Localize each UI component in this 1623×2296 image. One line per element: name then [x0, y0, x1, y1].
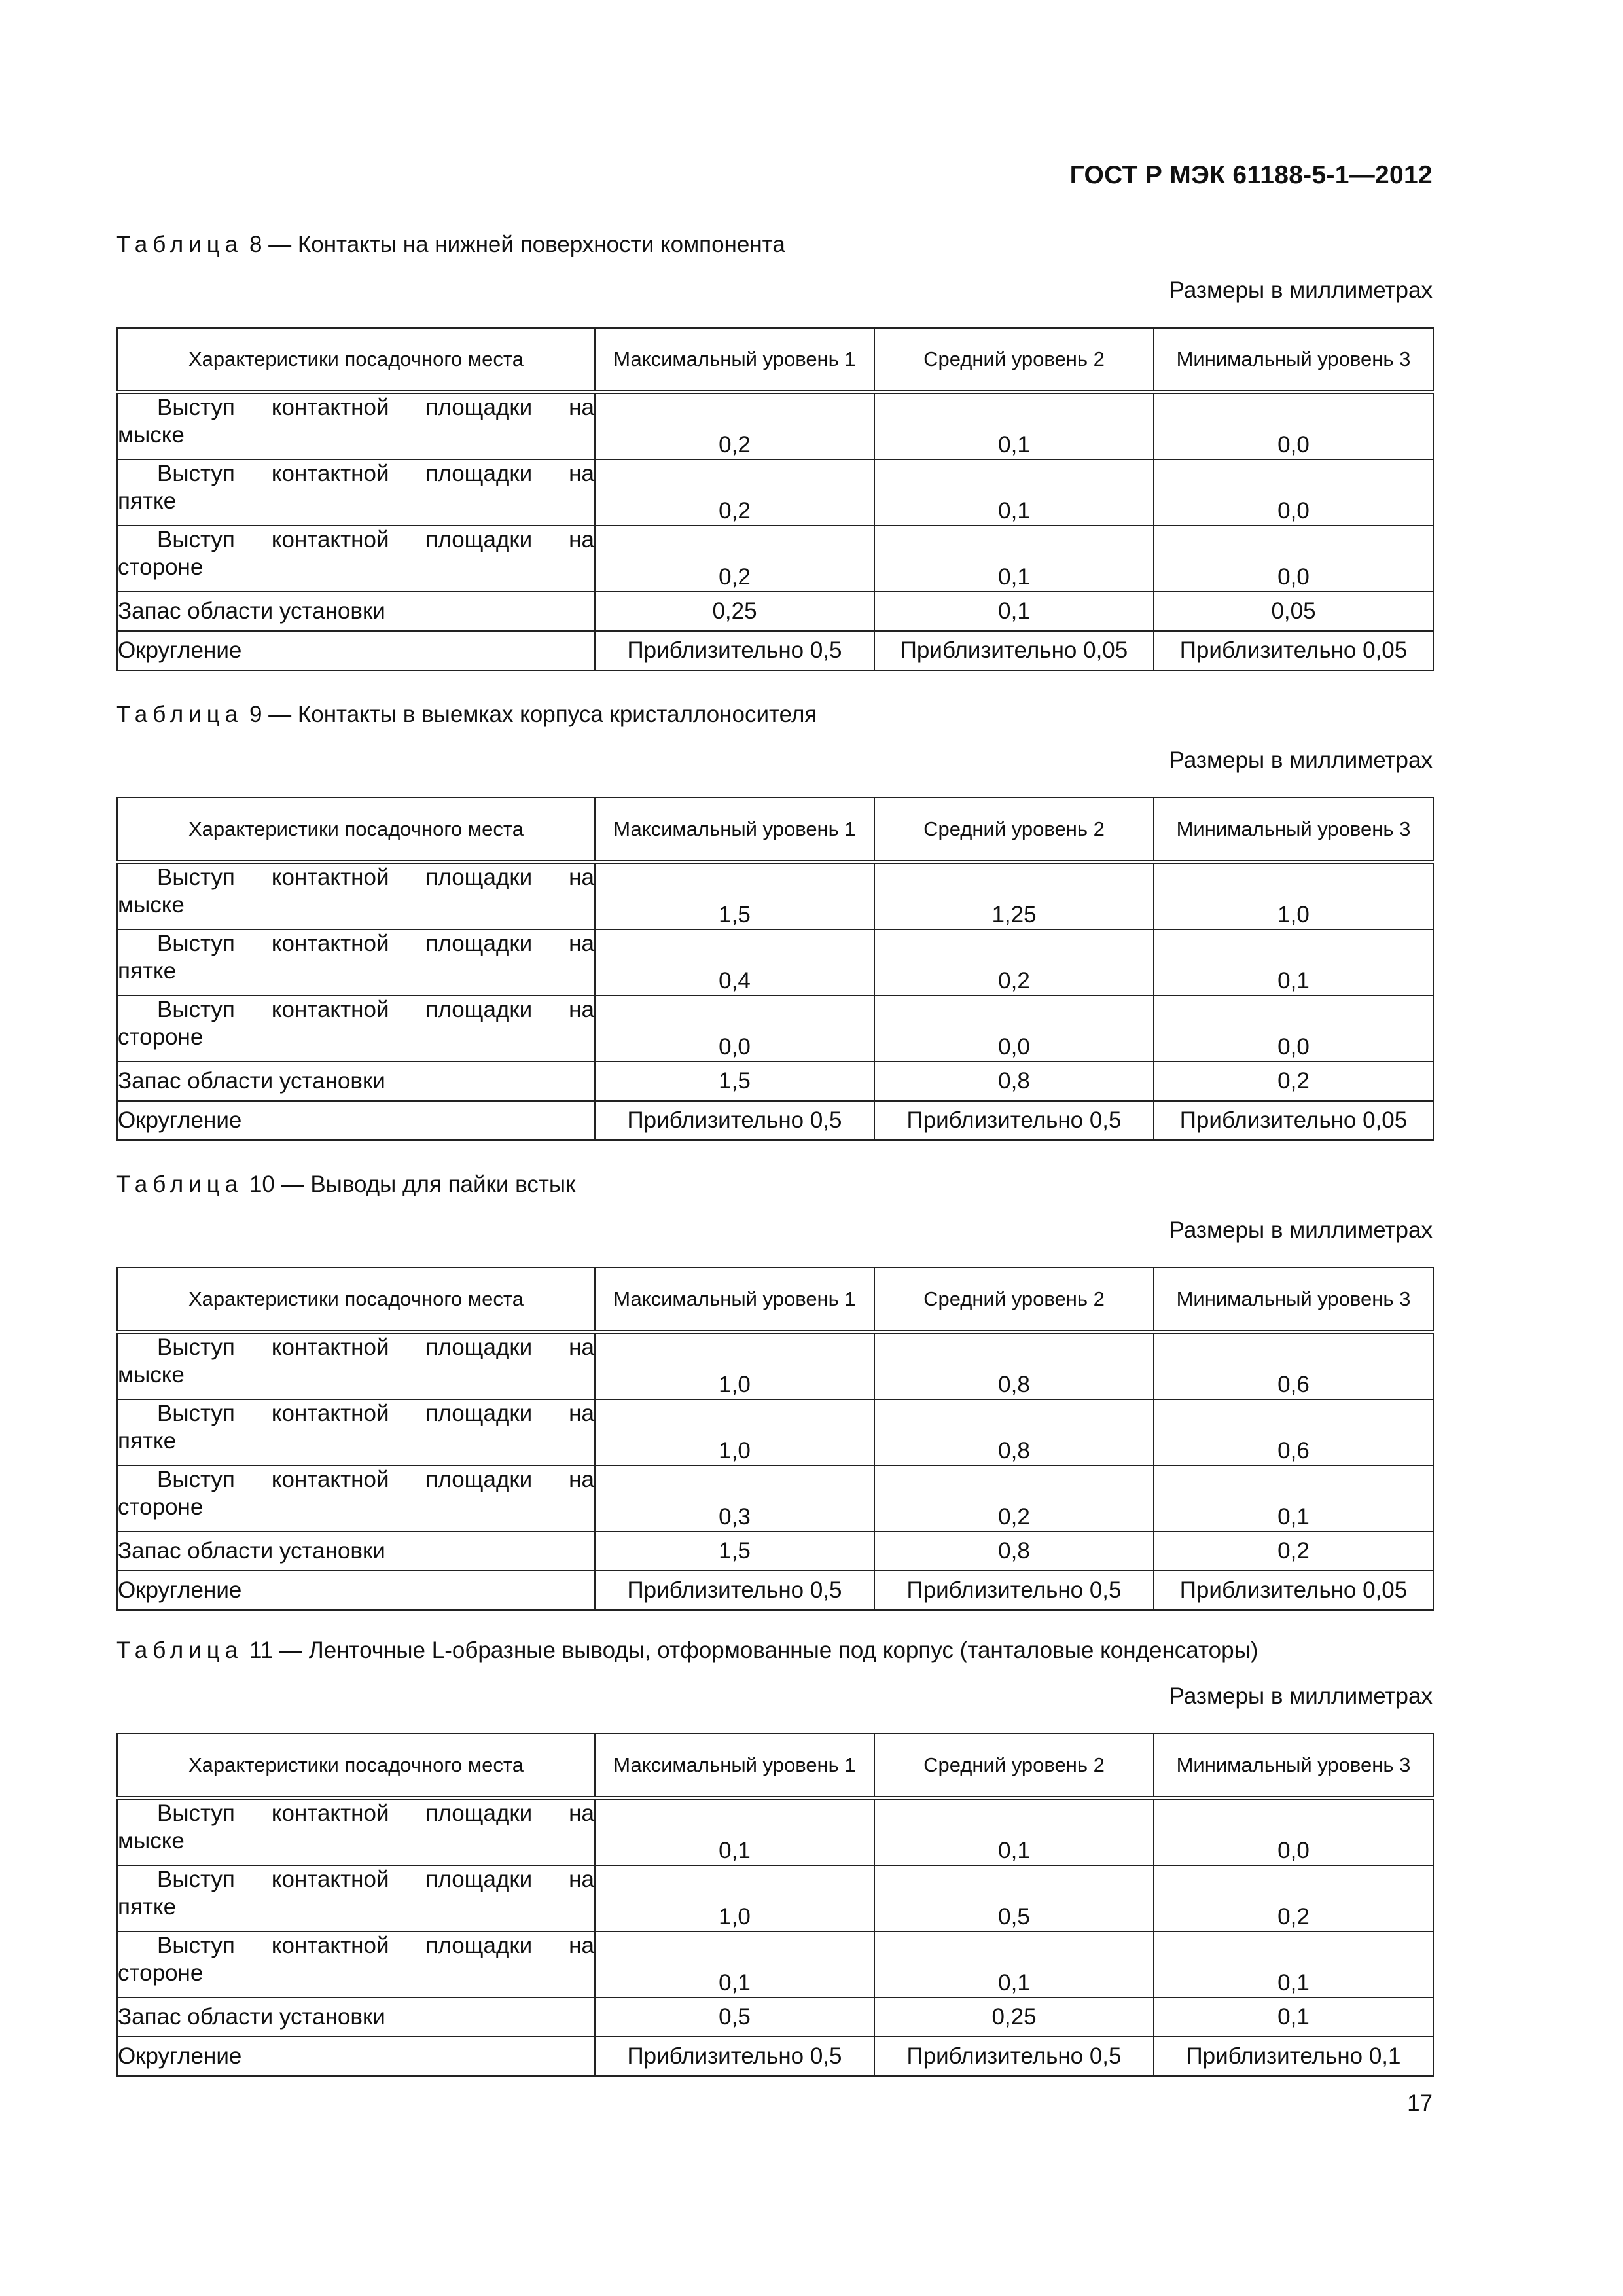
row-label-word: на: [569, 997, 594, 1022]
table-cell: 1,5: [595, 1532, 874, 1571]
table-cell: 0,1: [1154, 1931, 1433, 1998]
table-cell: 0,0: [1154, 1798, 1433, 1865]
table-cell: 0,2: [595, 392, 874, 459]
table-header-row: [117, 798, 1433, 862]
row-label-word: контактной: [271, 865, 389, 890]
table-cell: 0,8: [874, 1062, 1154, 1101]
table-cell: 1,25: [874, 862, 1154, 929]
table-caption-title: 11 — Ленточные L-образные выводы, отформованные под корпус (танталовые конденсаторы): [243, 1638, 1258, 1663]
table-section-8: [116, 232, 1433, 671]
table-row: [117, 631, 1433, 670]
row-label: Запас области установки: [117, 592, 595, 631]
table-row: [117, 592, 1433, 631]
table-cell: Приблизительно 0,5: [874, 2037, 1154, 2076]
row-label-word: Выступ: [157, 1801, 235, 1826]
row-label-word: площадки: [425, 1335, 533, 1360]
table-cell: 0,0: [1154, 526, 1433, 592]
table-cell: 0,6: [1154, 1399, 1433, 1465]
row-label-word: на: [569, 527, 594, 552]
table-row: [117, 1931, 1433, 1998]
table-row: [117, 996, 1433, 1062]
table-cell: Приблизительно 0,5: [595, 631, 874, 670]
row-label-word: мыске: [118, 892, 185, 918]
table-cell: 0,3: [595, 1465, 874, 1532]
table-row: [117, 526, 1433, 592]
units-note: Размеры в миллиметрах: [1169, 1217, 1433, 1243]
table-caption-title: 10 — Выводы для пайки встык: [243, 1172, 576, 1197]
table-cell: 0,1: [1154, 1998, 1433, 2037]
table-cell: 1,5: [595, 862, 874, 929]
table-caption: [116, 1172, 1433, 1198]
row-label-word: Выступ: [157, 461, 235, 486]
row-label: [117, 392, 595, 459]
table-cell: 0,0: [1154, 459, 1433, 526]
row-label-word: контактной: [271, 461, 389, 486]
footprint-table: [116, 1267, 1434, 1611]
table-caption-title: 8 — Контакты на нижней поверхности компонента: [243, 232, 785, 257]
table-row: [117, 1532, 1433, 1571]
row-label-word: Выступ: [157, 1335, 235, 1360]
row-label-word: контактной: [271, 527, 389, 552]
table-cell: 0,8: [874, 1399, 1154, 1465]
row-label-word: площадки: [425, 997, 533, 1022]
table-caption-word: Таблица: [116, 1638, 243, 1663]
row-label-word: контактной: [271, 1933, 389, 1958]
table-cell: 0,0: [1154, 996, 1433, 1062]
row-label-word: площадки: [425, 461, 533, 486]
row-label-word: Выступ: [157, 1933, 235, 1958]
table-cell: 0,5: [595, 1998, 874, 2037]
row-label: Округление: [117, 1571, 595, 1610]
row-label-word: контактной: [271, 931, 389, 956]
table-cell: 0,25: [595, 592, 874, 631]
column-header: Максимальный уровень 1: [595, 1268, 874, 1332]
table-cell: 0,1: [1154, 929, 1433, 996]
row-label: [117, 1931, 595, 1998]
table-header-row: [117, 1734, 1433, 1798]
row-label-word: площадки: [425, 1867, 533, 1892]
table-cell: 1,0: [595, 1332, 874, 1399]
row-label: [117, 1798, 595, 1865]
column-header: Характеристики посадочного места: [117, 1734, 595, 1798]
table-cell: 0,1: [595, 1798, 874, 1865]
row-label-word: пятке: [118, 1428, 177, 1454]
row-label: Запас области установки: [117, 1062, 595, 1101]
table-cell: 1,0: [595, 1865, 874, 1931]
row-label: [117, 1865, 595, 1931]
row-label-word: площадки: [425, 1801, 533, 1826]
row-label-word: площадки: [425, 527, 533, 552]
row-label-word: на: [569, 1933, 594, 1958]
table-row: [117, 1465, 1433, 1532]
row-label-word: пятке: [118, 488, 177, 514]
row-label-word: площадки: [425, 1401, 533, 1426]
row-label-word: площадки: [425, 395, 533, 420]
column-header: Минимальный уровень 3: [1154, 1734, 1433, 1798]
row-label-word: контактной: [271, 1467, 389, 1492]
table-cell: 0,4: [595, 929, 874, 996]
table-cell: 0,05: [1154, 592, 1433, 631]
row-label-word: на: [569, 865, 594, 890]
units-note: Размеры в миллиметрах: [1169, 747, 1433, 773]
row-label-word: пятке: [118, 1894, 177, 1920]
table-row: [117, 459, 1433, 526]
row-label: Округление: [117, 2037, 595, 2076]
table-cell: 0,2: [595, 526, 874, 592]
row-label-word: Выступ: [157, 527, 235, 552]
row-label-word: контактной: [271, 1335, 389, 1360]
units-note: Размеры в миллиметрах: [1169, 1683, 1433, 1709]
row-label-word: пятке: [118, 958, 177, 984]
table-section-10: [116, 1172, 1433, 1611]
table-caption: [116, 702, 1433, 728]
table-cell: 0,2: [1154, 1062, 1433, 1101]
table-section-11: [116, 1638, 1433, 2077]
table-cell: Приблизительно 0,05: [1154, 631, 1433, 670]
document-code: ГОСТ Р МЭК 61188-5-1—2012: [1069, 161, 1433, 189]
row-label-word: на: [569, 931, 594, 956]
column-header: Минимальный уровень 3: [1154, 798, 1433, 862]
table-cell: 0,1: [874, 1931, 1154, 1998]
row-label-word: Выступ: [157, 1467, 235, 1492]
table-cell: 0,2: [595, 459, 874, 526]
row-label: Запас области установки: [117, 1532, 595, 1571]
table-row: [117, 1998, 1433, 2037]
table-cell: 0,8: [874, 1332, 1154, 1399]
column-header: Средний уровень 2: [874, 328, 1154, 392]
row-label-word: площадки: [425, 865, 533, 890]
units-note: Размеры в миллиметрах: [1169, 278, 1433, 303]
table-cell: 0,0: [874, 996, 1154, 1062]
table-caption: [116, 1638, 1433, 1664]
row-label-word: стороне: [118, 1024, 204, 1050]
row-label-word: Выступ: [157, 1401, 235, 1426]
row-label-word: площадки: [425, 1933, 533, 1958]
table-cell: 0,2: [1154, 1865, 1433, 1931]
table-row: [117, 1101, 1433, 1140]
row-label-word: контактной: [271, 1401, 389, 1426]
footprint-table: [116, 797, 1434, 1141]
table-cell: 0,6: [1154, 1332, 1433, 1399]
table-caption-title: 9 — Контакты в выемках корпуса кристаллоносителя: [243, 702, 817, 727]
column-header: Максимальный уровень 1: [595, 798, 874, 862]
column-header: Минимальный уровень 3: [1154, 1268, 1433, 1332]
table-cell: 0,1: [595, 1931, 874, 1998]
table-row: [117, 1571, 1433, 1610]
column-header: Характеристики посадочного места: [117, 328, 595, 392]
column-header: Минимальный уровень 3: [1154, 328, 1433, 392]
column-header: Средний уровень 2: [874, 798, 1154, 862]
table-cell: 0,2: [874, 1465, 1154, 1532]
table-row: [117, 929, 1433, 996]
row-label-word: стороне: [118, 1960, 204, 1986]
table-cell: 0,1: [874, 459, 1154, 526]
column-header: Средний уровень 2: [874, 1734, 1154, 1798]
table-cell: 0,8: [874, 1532, 1154, 1571]
table-header-row: [117, 328, 1433, 392]
row-label-word: контактной: [271, 997, 389, 1022]
table-cell: 1,0: [595, 1399, 874, 1465]
row-label-word: Выступ: [157, 1867, 235, 1892]
table-caption-word: Таблица: [116, 232, 243, 257]
table-cell: Приблизительно 0,05: [1154, 1101, 1433, 1140]
row-label-word: Выступ: [157, 997, 235, 1022]
table-row: [117, 2037, 1433, 2076]
row-label: [117, 1465, 595, 1532]
row-label-word: стороне: [118, 1494, 204, 1520]
row-label: Запас области установки: [117, 1998, 595, 2037]
table-cell: 0,25: [874, 1998, 1154, 2037]
table-cell: Приблизительно 0,1: [1154, 2037, 1433, 2076]
row-label: Округление: [117, 1101, 595, 1140]
row-label-word: на: [569, 1335, 594, 1360]
table-row: [117, 1399, 1433, 1465]
row-label-word: на: [569, 1401, 594, 1426]
table-cell: 0,5: [874, 1865, 1154, 1931]
row-label-word: на: [569, 1801, 594, 1826]
table-caption-word: Таблица: [116, 702, 243, 727]
table-row: [117, 1798, 1433, 1865]
table-cell: 0,1: [874, 1798, 1154, 1865]
footprint-table: [116, 327, 1434, 671]
table-cell: 0,2: [874, 929, 1154, 996]
table-row: [117, 862, 1433, 929]
table-cell: Приблизительно 0,5: [874, 1571, 1154, 1610]
row-label-word: контактной: [271, 1801, 389, 1826]
column-header: Максимальный уровень 1: [595, 1734, 874, 1798]
row-label: [117, 526, 595, 592]
row-label-word: мыске: [118, 1362, 185, 1388]
column-header: Средний уровень 2: [874, 1268, 1154, 1332]
row-label-word: мыске: [118, 1828, 185, 1854]
table-cell: 0,1: [1154, 1465, 1433, 1532]
table-row: [117, 1062, 1433, 1101]
table-caption-word: Таблица: [116, 1172, 243, 1197]
table-caption: [116, 232, 1433, 258]
table-header-row: [117, 1268, 1433, 1332]
row-label: [117, 929, 595, 996]
table-cell: 1,0: [1154, 862, 1433, 929]
row-label-word: площадки: [425, 931, 533, 956]
table-cell: 1,5: [595, 1062, 874, 1101]
column-header: Характеристики посадочного места: [117, 798, 595, 862]
table-cell: 0,1: [874, 526, 1154, 592]
table-cell: Приблизительно 0,5: [595, 2037, 874, 2076]
column-header: Характеристики посадочного места: [117, 1268, 595, 1332]
row-label-word: Выступ: [157, 865, 235, 890]
table-cell: Приблизительно 0,05: [1154, 1571, 1433, 1610]
table-cell: 0,2: [1154, 1532, 1433, 1571]
table-cell: 0,1: [874, 592, 1154, 631]
table-section-9: [116, 702, 1433, 1141]
table-cell: 0,0: [595, 996, 874, 1062]
row-label-word: на: [569, 395, 594, 420]
row-label-word: площадки: [425, 1467, 533, 1492]
row-label: [117, 459, 595, 526]
table-row: [117, 1332, 1433, 1399]
table-cell: Приблизительно 0,5: [874, 1101, 1154, 1140]
column-header: Максимальный уровень 1: [595, 328, 874, 392]
row-label: Округление: [117, 631, 595, 670]
table-cell: Приблизительно 0,5: [595, 1101, 874, 1140]
row-label-word: контактной: [271, 1867, 389, 1892]
row-label-word: Выступ: [157, 931, 235, 956]
table-row: [117, 1865, 1433, 1931]
row-label: [117, 1399, 595, 1465]
row-label: [117, 862, 595, 929]
row-label-word: на: [569, 1467, 594, 1492]
row-label-word: контактной: [271, 395, 389, 420]
row-label-word: на: [569, 1867, 594, 1892]
footprint-table: [116, 1733, 1434, 2077]
row-label: [117, 1332, 595, 1399]
row-label-word: Выступ: [157, 395, 235, 420]
row-label-word: мыске: [118, 422, 185, 448]
table-cell: 0,1: [874, 392, 1154, 459]
page-number: 17: [1407, 2090, 1433, 2116]
row-label: [117, 996, 595, 1062]
row-label-word: стороне: [118, 554, 204, 580]
table-cell: Приблизительно 0,05: [874, 631, 1154, 670]
row-label-word: на: [569, 461, 594, 486]
table-cell: 0,0: [1154, 392, 1433, 459]
table-cell: Приблизительно 0,5: [595, 1571, 874, 1610]
table-row: [117, 392, 1433, 459]
